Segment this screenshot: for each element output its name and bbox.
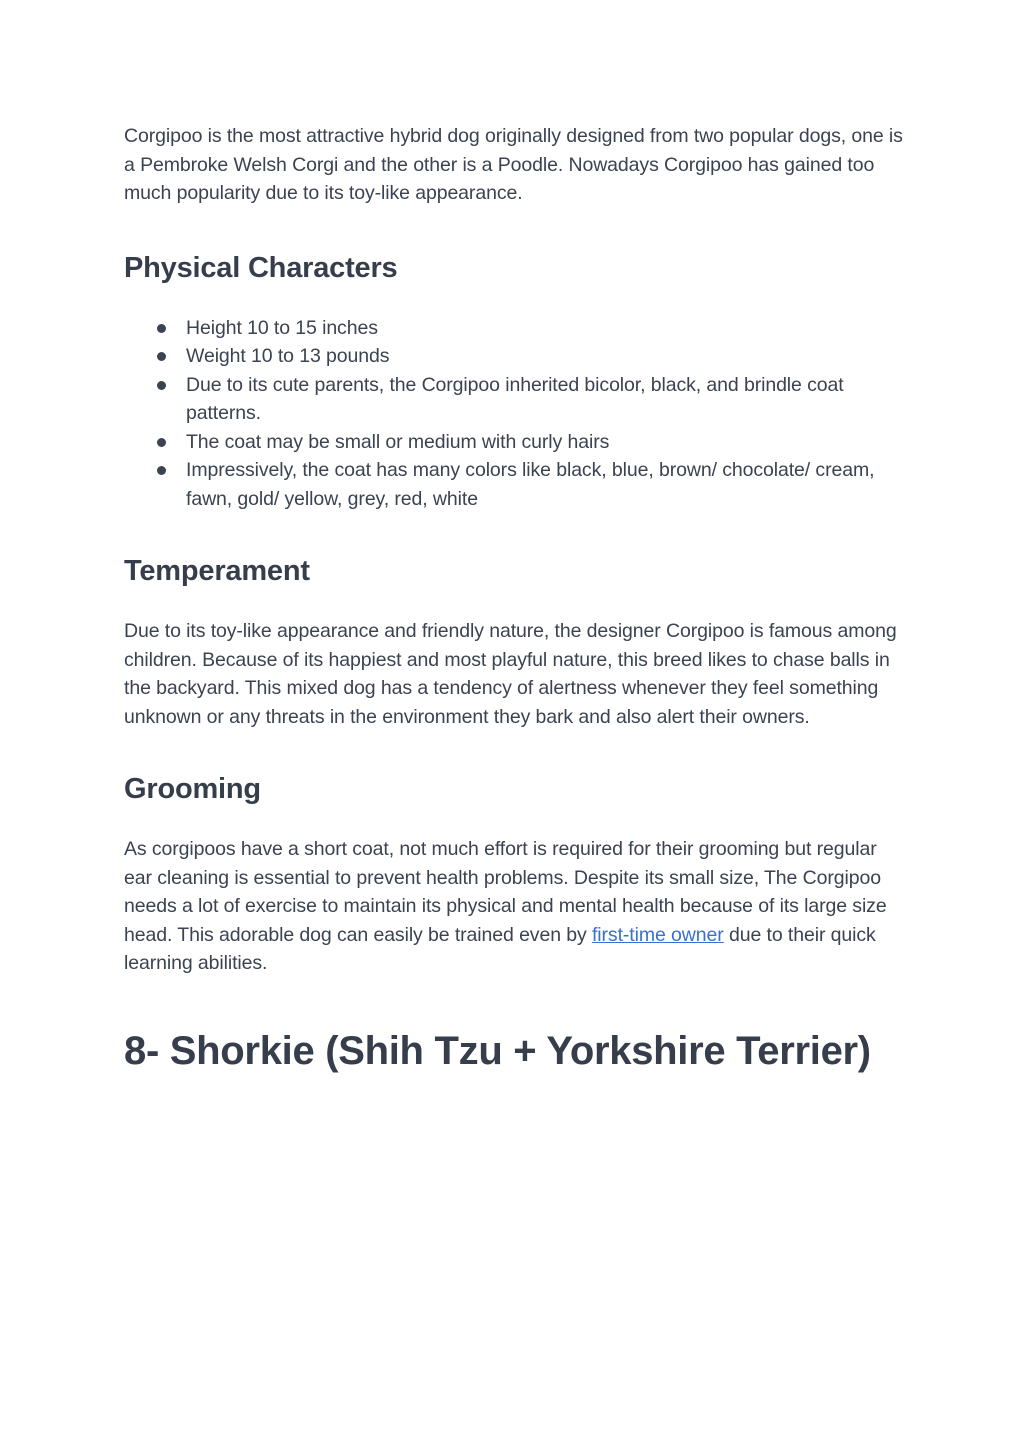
grooming-text-after-link: due to their quick learning abilities. <box>124 923 876 974</box>
list-item <box>124 342 904 371</box>
grooming-heading: Grooming <box>124 773 261 805</box>
first-time-owner-link[interactable]: first-time owner <box>591 923 724 946</box>
list-item-text: Impressively, the coat has many colors like black, blue, brown/ chocolate/ cream, fawn, gold/ yellow, grey, red, white <box>186 459 875 510</box>
grooming-text-before-link: As corgipoos have a short coat, not much effort is required for their grooming but regular ear cleaning is essential to prevent health problems. Despite its small size, The Corgipoo needs a lot of exercise to maintain its physical and mental health because of its large size head. This adorable dog can easily be trained even by <box>124 838 887 946</box>
bullet-icon <box>157 324 166 333</box>
list-item-text: The coat may be small or medium with curly hairs <box>186 430 610 453</box>
temperament-paragraph: Due to its toy-like appearance and friendly nature, the designer Corgipoo is famous among children. Because of its happiest and most playful nature, this breed likes to chase balls in the backyard. This mixed dog has a tendency of alertness whenever they feel something unknown or any threats in the environment they bark and also alert their owners. <box>124 620 897 728</box>
grooming-paragraph <box>124 835 904 978</box>
list-item-text: Weight 10 to 13 pounds <box>186 345 390 367</box>
bullet-icon <box>157 352 166 361</box>
intro-paragraph: Corgipoo is the most attractive hybrid dog originally designed from two popular dogs, one is a Pembroke Welsh Corgi and the other is a Poodle. Nowadays Corgipoo has gained too much popularity due to its toy-like appearance. <box>124 125 903 204</box>
list-item <box>124 456 904 513</box>
bullet-icon <box>157 381 166 390</box>
temperament-heading: Temperament <box>124 555 310 587</box>
document-page <box>124 122 904 1076</box>
list-item <box>124 314 904 343</box>
bullet-icon <box>157 466 166 475</box>
bullet-icon <box>157 438 166 447</box>
list-item-text: Height 10 to 15 inches <box>186 316 378 339</box>
shorkie-heading: 8- Shorkie (Shih Tzu + Yorkshire Terrier) <box>124 1028 871 1073</box>
physical-characters-list <box>124 314 904 514</box>
list-item <box>124 371 904 428</box>
physical-characters-heading: Physical Characters <box>124 251 398 284</box>
list-item <box>124 428 904 457</box>
list-item-text: Due to its cute parents, the Corgipoo inherited bicolor, black, and brindle coat patterns. <box>186 373 844 424</box>
